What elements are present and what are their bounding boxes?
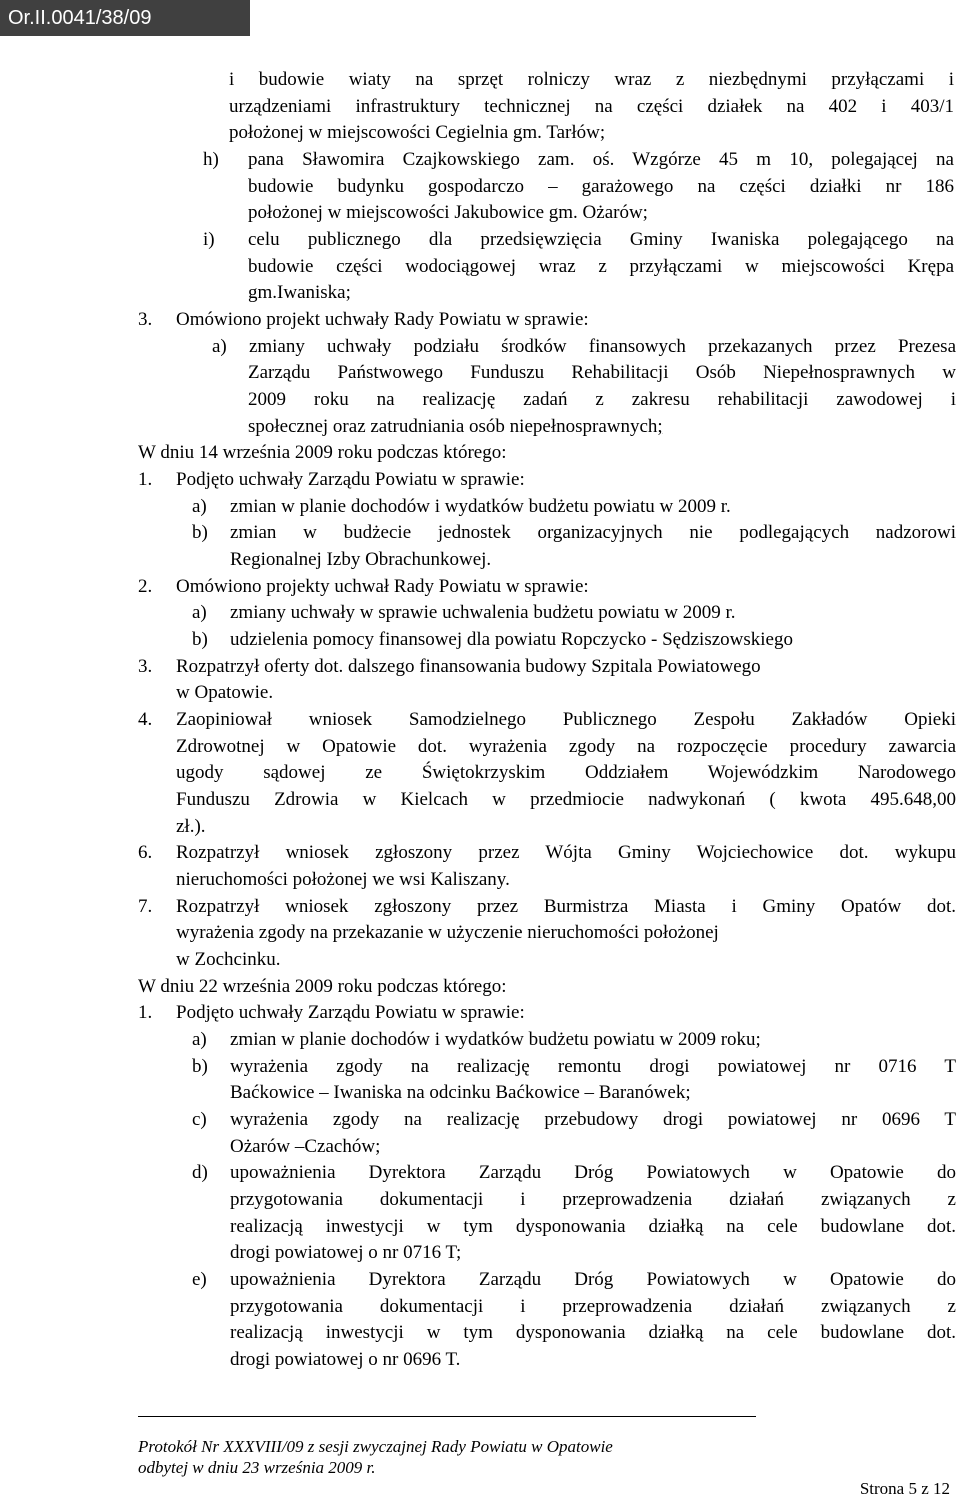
list-marker: 6.: [138, 842, 153, 863]
section-heading: W dniu 22 września 2009 roku podczas którego:: [138, 976, 507, 997]
text-line: Regionalnej Izby Obrachunkowej.: [230, 549, 492, 570]
text-segment: społecznej oraz zatrudniania osób niepełnosprawnych: [248, 416, 658, 437]
text-line: wyrażenia zgody na przekazanie w użyczenie nieruchomości położonej: [176, 922, 719, 943]
list-marker: 1.: [138, 1002, 153, 1023]
text-line: Podjęto uchwały Zarządu Powiatu w sprawie:: [176, 469, 525, 490]
list-marker: a): [192, 496, 207, 517]
text-line: przygotowania dokumentacji i przeprowadzenia działań związanych z: [230, 1296, 956, 1317]
list-marker: 7.: [138, 896, 153, 917]
text-line: realizacją inwestycji w tym dysponowania działką na cele budowlane dot.: [230, 1322, 956, 1343]
text-line: wyrażenia zgody na realizację remontu drogi powiatowej nr 0716 T: [230, 1056, 956, 1077]
footer-protocol-title: Protokół Nr XXXVIII/09 z sesji zwyczajnej Rady Powiatu w Opatowie: [138, 1437, 613, 1456]
document-id-header: Or.II.0041/38/09: [0, 0, 250, 36]
text-line: a) zmiany uchwały podziału środków finansowych przekazanych przez Prezesa: [212, 336, 956, 357]
footer-separator: [138, 1416, 756, 1417]
text-line: upoważnienia Dyrektora Zarządu Dróg Powiatowych w Opatowie do: [230, 1162, 956, 1183]
text-line: Rozpatrzył wniosek zgłoszony przez Wójta Gminy Wojciechowice dot. wykupu: [176, 842, 956, 863]
text-line: zł.).: [176, 816, 206, 837]
list-marker: e): [192, 1269, 207, 1290]
text-line: Rozpatrzył wniosek zgłoszony przez Burmistrza Miasta i Gminy Opatów dot.: [176, 896, 956, 917]
text-line: i budowie wiaty na sprzęt rolniczy wraz z niezbędnymi przyłączami i: [229, 69, 954, 90]
text-line: zmian w budżecie jednostek organizacyjnych nie podlegających nadzorowi: [230, 522, 956, 543]
text-line: zmiany uchwały w sprawie uchwalenia budżetu powiatu w 2009 r.: [230, 602, 736, 623]
text-line: nieruchomości położonej we wsi Kaliszany.: [176, 869, 510, 890]
text-line: [248, 414, 663, 440]
text-line: udzielenia pomocy finansowej dla powiatu Ropczycko - Sędziszowskiego: [230, 629, 793, 650]
text-line: Omówiono projekt uchwały Rady Powiatu w sprawie:: [176, 309, 589, 330]
text-line: urządzeniami infrastruktury technicznej na części działek na 402 i 403/1: [229, 96, 954, 117]
list-marker: c): [192, 1109, 207, 1130]
list-marker: d): [192, 1162, 208, 1183]
text-line: Zdrowotnej w Opatowie dot. wyrażenia zgody na rozpoczęcie procedury zawarcia: [176, 736, 956, 757]
text-line: w Zochcinku.: [176, 949, 281, 970]
list-marker: 3.: [138, 309, 153, 330]
text-line: położonej w miejscowości Cegielnia gm. Tarłów;: [229, 122, 606, 143]
text-line: przygotowania dokumentacji i przeprowadzenia działań związanych z: [230, 1189, 956, 1210]
text-line: Zarządu Państwowego Funduszu Rehabilitacji Osób Niepełnosprawnych w: [248, 362, 956, 383]
list-marker: 3.: [138, 656, 153, 677]
text-line: zmian w planie dochodów i wydatków budżetu powiatu w 2009 r.: [230, 496, 731, 517]
text-line: ugody sądowej ze Świętokrzyskim Oddziałem Wojewódzkim Narodowego: [176, 762, 956, 783]
list-marker: h): [203, 149, 219, 170]
text-line: wyrażenia zgody na realizację przebudowy drogi powiatowej nr 0696 T: [230, 1109, 956, 1130]
list-marker: a): [192, 602, 207, 623]
list-marker: i): [203, 229, 215, 250]
list-marker: a): [192, 1029, 207, 1050]
text-line: celu publicznego dla przedsięwzięcia Gminy Iwaniska polegającego na: [248, 229, 954, 250]
list-marker: b): [192, 629, 208, 650]
list-marker: 4.: [138, 709, 153, 730]
text-line: Podjęto uchwały Zarządu Powiatu w sprawie:: [176, 1002, 525, 1023]
underlined-punctuation: ;: [657, 416, 663, 437]
list-marker: b): [192, 522, 208, 543]
text-line: położonej w miejscowości Jakubowice gm. Ożarów;: [248, 202, 648, 223]
text-line: zmian w planie dochodów i wydatków budżetu powiatu w 2009 roku;: [230, 1029, 761, 1050]
text-line: budowie części wodociągowej wraz z przyłączami w miejscowości Krępa: [248, 256, 954, 277]
text-line: Baćkowice – Iwaniska na odcinku Baćkowice – Baranówek;: [230, 1082, 691, 1103]
text-line: gm.Iwaniska;: [248, 282, 351, 303]
text-line: drogi powiatowej o nr 0716 T;: [230, 1242, 462, 1263]
text-line: Omówiono projekty uchwał Rady Powiatu w sprawie:: [176, 576, 589, 597]
text-line: Rozpatrzył oferty dot. dalszego finansowania budowy Szpitala Powiatowego: [176, 656, 761, 677]
text-line: Ożarów –Czachów;: [230, 1136, 381, 1157]
text-line: Funduszu Zdrowia w Kielcach w przedmiocie nadwykonań ( kwota 495.648,00: [176, 789, 956, 810]
footer-session-date: odbytej w dniu 23 września 2009 r.: [138, 1458, 376, 1477]
list-marker: b): [192, 1056, 208, 1077]
text-line: 2009 roku na realizację zadań z zakresu rehabilitacji zawodowej i: [248, 389, 956, 410]
list-marker: 1.: [138, 469, 153, 490]
list-marker: 2.: [138, 576, 153, 597]
text-line: Zaopiniował wniosek Samodzielnego Publicznego Zespołu Zakładów Opieki: [176, 709, 956, 730]
page-number: Strona 5 z 12: [859, 1479, 950, 1498]
text-line: realizacją inwestycji w tym dysponowania działką na cele budowlane dot.: [230, 1216, 956, 1237]
text-line: pana Sławomira Czajkowskiego zam. oś. Wzgórze 45 m 10, polegającej na: [248, 149, 954, 170]
text-line: upoważnienia Dyrektora Zarządu Dróg Powiatowych w Opatowie do: [230, 1269, 956, 1290]
text-line: w Opatowie.: [176, 682, 274, 703]
text-line: drogi powiatowej o nr 0696 T.: [230, 1349, 461, 1370]
section-heading: W dniu 14 września 2009 roku podczas którego:: [138, 442, 507, 463]
text-line: budowie budynku gospodarczo – garażowego na części działki nr 186: [248, 176, 954, 197]
